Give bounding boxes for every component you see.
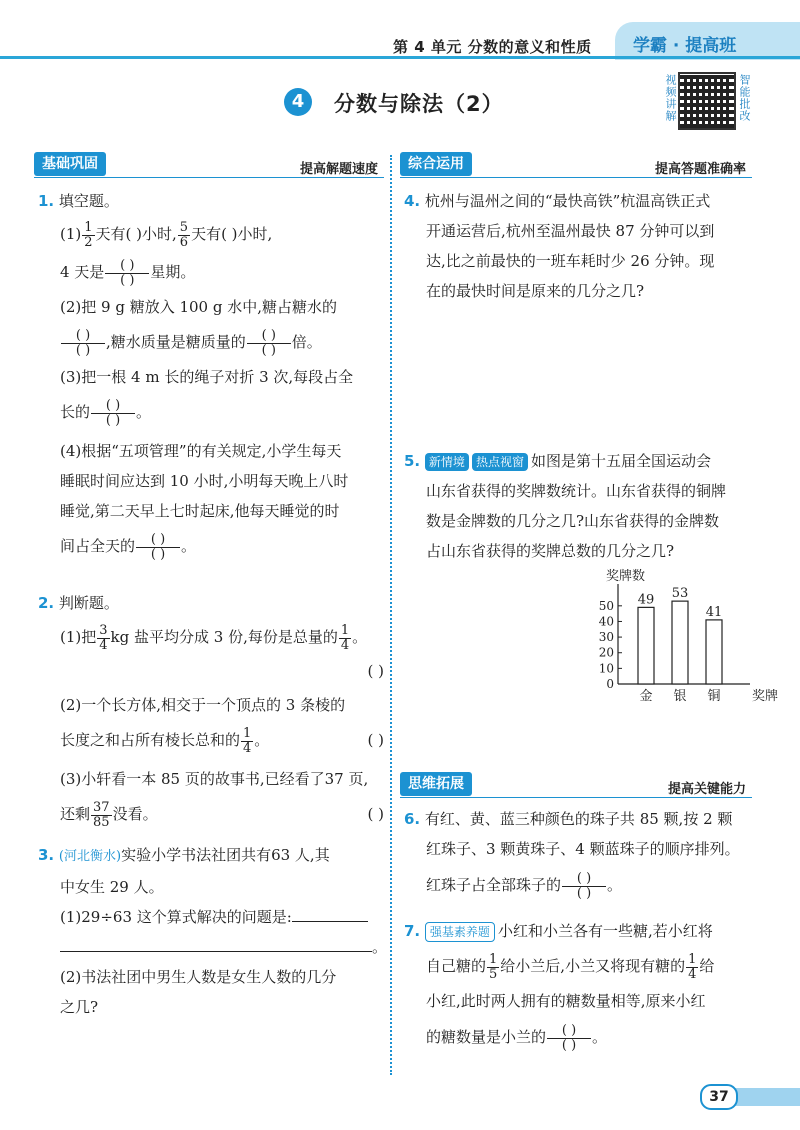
page-number: 37 bbox=[700, 1084, 738, 1110]
section-extend bbox=[400, 772, 752, 798]
qr-right-label: 智能批改 bbox=[738, 74, 751, 122]
q2-part3-text: 还剩 bbox=[60, 805, 91, 823]
chart-data-label: 41 bbox=[705, 604, 723, 620]
answer-fraction-blank[interactable]: $\frac{( )}{( )}$ bbox=[105, 259, 149, 288]
q2-part2-line1: (2)一个长方体,相交于一个顶点的 3 条棱的 bbox=[60, 696, 346, 714]
q7-end: 。 bbox=[592, 1028, 608, 1046]
q7-line1: 小红和小兰各有一些糖,若小红将 bbox=[497, 922, 713, 940]
chart-bar bbox=[706, 620, 722, 684]
section-extend-label: 思维拓展 bbox=[400, 772, 472, 796]
q1-part4-line2: 睡眠时间应达到 10 小时,小明每天晚上八时 bbox=[60, 472, 349, 490]
q3-answer-line[interactable] bbox=[60, 933, 372, 952]
lesson-title: 分数与除法（2） bbox=[334, 92, 504, 116]
q2-title: 判断题。 bbox=[58, 594, 119, 612]
q6-line2: 红珠子、3 颗黄珠子、4 颗蓝珠子的顺序排列。 bbox=[426, 840, 740, 858]
q1-part1-end: 星期。 bbox=[150, 263, 196, 281]
footer-bar bbox=[734, 1088, 800, 1106]
chart-category-label: 银 bbox=[673, 689, 687, 704]
fraction: $\frac{5}{6}$ bbox=[179, 219, 189, 250]
chart-bar bbox=[672, 601, 688, 684]
fraction: $\frac{37}{85}$ bbox=[93, 799, 110, 830]
question-2 bbox=[38, 588, 388, 834]
badge-hot-topic: 热点视窗 bbox=[472, 453, 528, 471]
chart-ytick-label: 40 bbox=[598, 614, 614, 629]
q1-part3-text: 长的 bbox=[60, 403, 91, 421]
q1-part4-line3: 睡觉,第二天早上七时起床,他每天睡觉的时 bbox=[60, 502, 340, 520]
q4-line: 开通运营后,杭州至温州最快 87 分钟可以到 bbox=[426, 222, 715, 240]
q4-line: 在的最快时间是原来的几分之几? bbox=[426, 282, 645, 300]
q1-part2-line1: (2)把 9 g 糖放入 100 g 水中,糖占糖水的 bbox=[60, 298, 338, 316]
unit-title: 第 4 单元 分数的意义和性质 bbox=[393, 38, 592, 56]
question-3 bbox=[38, 840, 388, 1022]
badge-core-literacy: 强基素养题 bbox=[425, 922, 495, 942]
q1-part3-end: 。 bbox=[136, 403, 152, 421]
column-divider bbox=[390, 155, 392, 1075]
section-applied bbox=[400, 152, 752, 178]
q5-line: 山东省获得的奖牌数统计。山东省获得的铜牌 bbox=[426, 482, 727, 500]
q3-part1-end: 。 bbox=[372, 938, 388, 956]
q3-part2-line2: 之几? bbox=[60, 998, 99, 1016]
brand-label: 学霸 · 提高班 bbox=[633, 36, 737, 56]
chart-xlabel: 奖牌 bbox=[752, 689, 779, 704]
q1-part4-end: 。 bbox=[181, 537, 197, 555]
q1-part2-text: ,糖水质量是糖质量的 bbox=[106, 333, 246, 351]
q5-line: 占山东省获得的奖牌总数的几分之几? bbox=[426, 542, 675, 560]
q7-text: 给小兰后,小兰又将现有糖的 bbox=[500, 957, 686, 975]
q7-text: 的糖数量是小兰的 bbox=[426, 1028, 547, 1046]
q5-line: 如图是第十五届全国运动会 bbox=[530, 452, 711, 470]
chart-ytick-label: 10 bbox=[598, 661, 614, 676]
chart-data-label: 49 bbox=[637, 592, 655, 608]
q1-part1-prefix: (1) bbox=[60, 225, 82, 243]
q2-part1-end: 。 bbox=[352, 628, 368, 646]
q3-number: 3. bbox=[38, 846, 55, 864]
medal-bar-chart bbox=[590, 566, 790, 716]
question-1 bbox=[38, 186, 388, 566]
section-applied-hint: 提高答题准确率 bbox=[654, 162, 746, 177]
fraction: $\frac{1}{2}$ bbox=[84, 219, 93, 250]
header-rule bbox=[0, 56, 800, 59]
q6-text: 红珠子占全部珠子的 bbox=[426, 876, 562, 894]
qr-left-label: 视频讲解 bbox=[664, 74, 677, 122]
answer-fraction-blank[interactable]: $\frac{( )}{( )}$ bbox=[547, 1024, 591, 1053]
chart-ytick-label: 50 bbox=[598, 598, 614, 613]
chart-category-label: 金 bbox=[639, 689, 653, 704]
q2-part2-judge[interactable]: ( ) bbox=[367, 731, 384, 749]
chart-bar bbox=[638, 607, 654, 684]
q2-part3-judge[interactable]: ( ) bbox=[367, 805, 384, 823]
q1-part4-text: 间占全天的 bbox=[60, 537, 136, 555]
q4-line: 达,比之前最快的一班车耗时少 26 分钟。现 bbox=[426, 252, 715, 270]
q1-part4-line1: (4)根据“五项管理”的有关规定,小学生每天 bbox=[60, 442, 342, 460]
q7-text: 给 bbox=[699, 957, 715, 975]
q4-line: 杭州与温州之间的“最快高铁”杭温高铁正式 bbox=[424, 192, 711, 210]
q2-part3-line1: (3)小轩看一本 85 页的故事书,已经看了37 页, bbox=[60, 770, 369, 788]
section-basic-label: 基础巩固 bbox=[34, 152, 106, 176]
answer-fraction-blank[interactable]: $\frac{( )}{( )}$ bbox=[247, 329, 291, 358]
q4-number: 4. bbox=[404, 192, 421, 210]
section-applied-label: 综合运用 bbox=[400, 152, 472, 176]
question-6 bbox=[404, 804, 758, 906]
q2-part1-prefix: (1)把 bbox=[60, 628, 97, 646]
question-4 bbox=[404, 186, 754, 306]
q1-part1-text: 4 天是 bbox=[60, 263, 105, 281]
chart-ytick-label: 20 bbox=[598, 645, 614, 660]
q2-part1-text: kg 盐平均分成 3 份,每份是总量的 bbox=[110, 628, 338, 646]
q3-text-line1: 实验小学书法社团共有63 人,其 bbox=[121, 846, 330, 864]
q1-part2-end: 倍。 bbox=[291, 333, 322, 351]
q2-part1-judge[interactable]: ( ) bbox=[367, 662, 384, 680]
q5-number: 5. bbox=[404, 452, 421, 470]
q3-part1: (1)29÷63 这个算式解决的问题是: bbox=[60, 908, 292, 926]
q3-source: (河北衡水) bbox=[58, 849, 122, 864]
question-7 bbox=[404, 916, 758, 1058]
q1-number: 1. bbox=[38, 192, 55, 210]
chart-ylabel: 奖牌数 bbox=[606, 569, 646, 584]
q1-part1-blank2[interactable]: 天有( )小时, bbox=[191, 225, 273, 243]
answer-fraction-blank[interactable]: $\frac{( )}{( )}$ bbox=[562, 872, 606, 901]
q1-part3-line1: (3)把一根 4 m 长的绳子对折 3 次,每段占全 bbox=[60, 368, 354, 386]
lesson-number: 4 bbox=[284, 88, 312, 116]
q7-text: 自己糖的 bbox=[426, 957, 487, 975]
qr-code-icon[interactable] bbox=[678, 72, 736, 130]
page-header bbox=[0, 0, 800, 62]
q6-number: 6. bbox=[404, 810, 421, 828]
badge-new-context: 新情境 bbox=[425, 453, 469, 471]
q7-number: 7. bbox=[404, 922, 421, 940]
chart-category-label: 铜 bbox=[707, 689, 721, 704]
fraction: $\frac{1}{4}$ bbox=[243, 725, 252, 756]
q6-end: 。 bbox=[607, 876, 623, 894]
q2-number: 2. bbox=[38, 594, 55, 612]
answer-fraction-blank[interactable]: $\frac{( )}{( )}$ bbox=[136, 533, 180, 562]
fraction: $\frac{1}{4}$ bbox=[340, 622, 350, 653]
section-basic bbox=[34, 152, 384, 178]
section-basic-hint: 提高解题速度 bbox=[299, 162, 378, 177]
q1-title: 填空题。 bbox=[58, 192, 119, 210]
brand-tab bbox=[615, 22, 800, 60]
fraction: $\frac{1}{4}$ bbox=[688, 951, 697, 982]
q5-line: 数是金牌数的几分之几?山东省获得的金牌数 bbox=[426, 512, 720, 530]
q7-line3: 小红,此时两人拥有的糖数量相等,原来小红 bbox=[426, 992, 706, 1010]
q3-text-line2: 中女生 29 人。 bbox=[60, 878, 164, 896]
section-extend-hint: 提高关键能力 bbox=[667, 782, 746, 797]
q2-part2-text: 长度之和占所有棱长总和的 bbox=[60, 731, 241, 749]
q2-part2-end: 。 bbox=[254, 731, 270, 749]
answer-fraction-blank[interactable]: $\frac{( )}{( )}$ bbox=[91, 399, 135, 428]
q3-part2-line1: (2)书法社团中男生人数是女生人数的几分 bbox=[60, 968, 337, 986]
q3-answer-line[interactable] bbox=[292, 903, 368, 922]
fraction: $\frac{1}{5}$ bbox=[489, 951, 498, 982]
question-5 bbox=[404, 446, 758, 566]
answer-fraction-blank[interactable]: $\frac{( )}{( )}$ bbox=[61, 329, 105, 358]
chart-data-label: 53 bbox=[671, 586, 689, 602]
q6-line1: 有红、黄、蓝三种颜色的珠子共 85 颗,按 2 颗 bbox=[424, 810, 733, 828]
chart-ytick-label: 0 bbox=[606, 677, 614, 691]
fraction: $\frac{3}{4}$ bbox=[99, 622, 108, 653]
chart-ytick-label: 30 bbox=[598, 630, 614, 645]
q1-part1-blank1[interactable]: 天有( )小时, bbox=[95, 225, 177, 243]
q2-part3-end: 没看。 bbox=[112, 805, 158, 823]
